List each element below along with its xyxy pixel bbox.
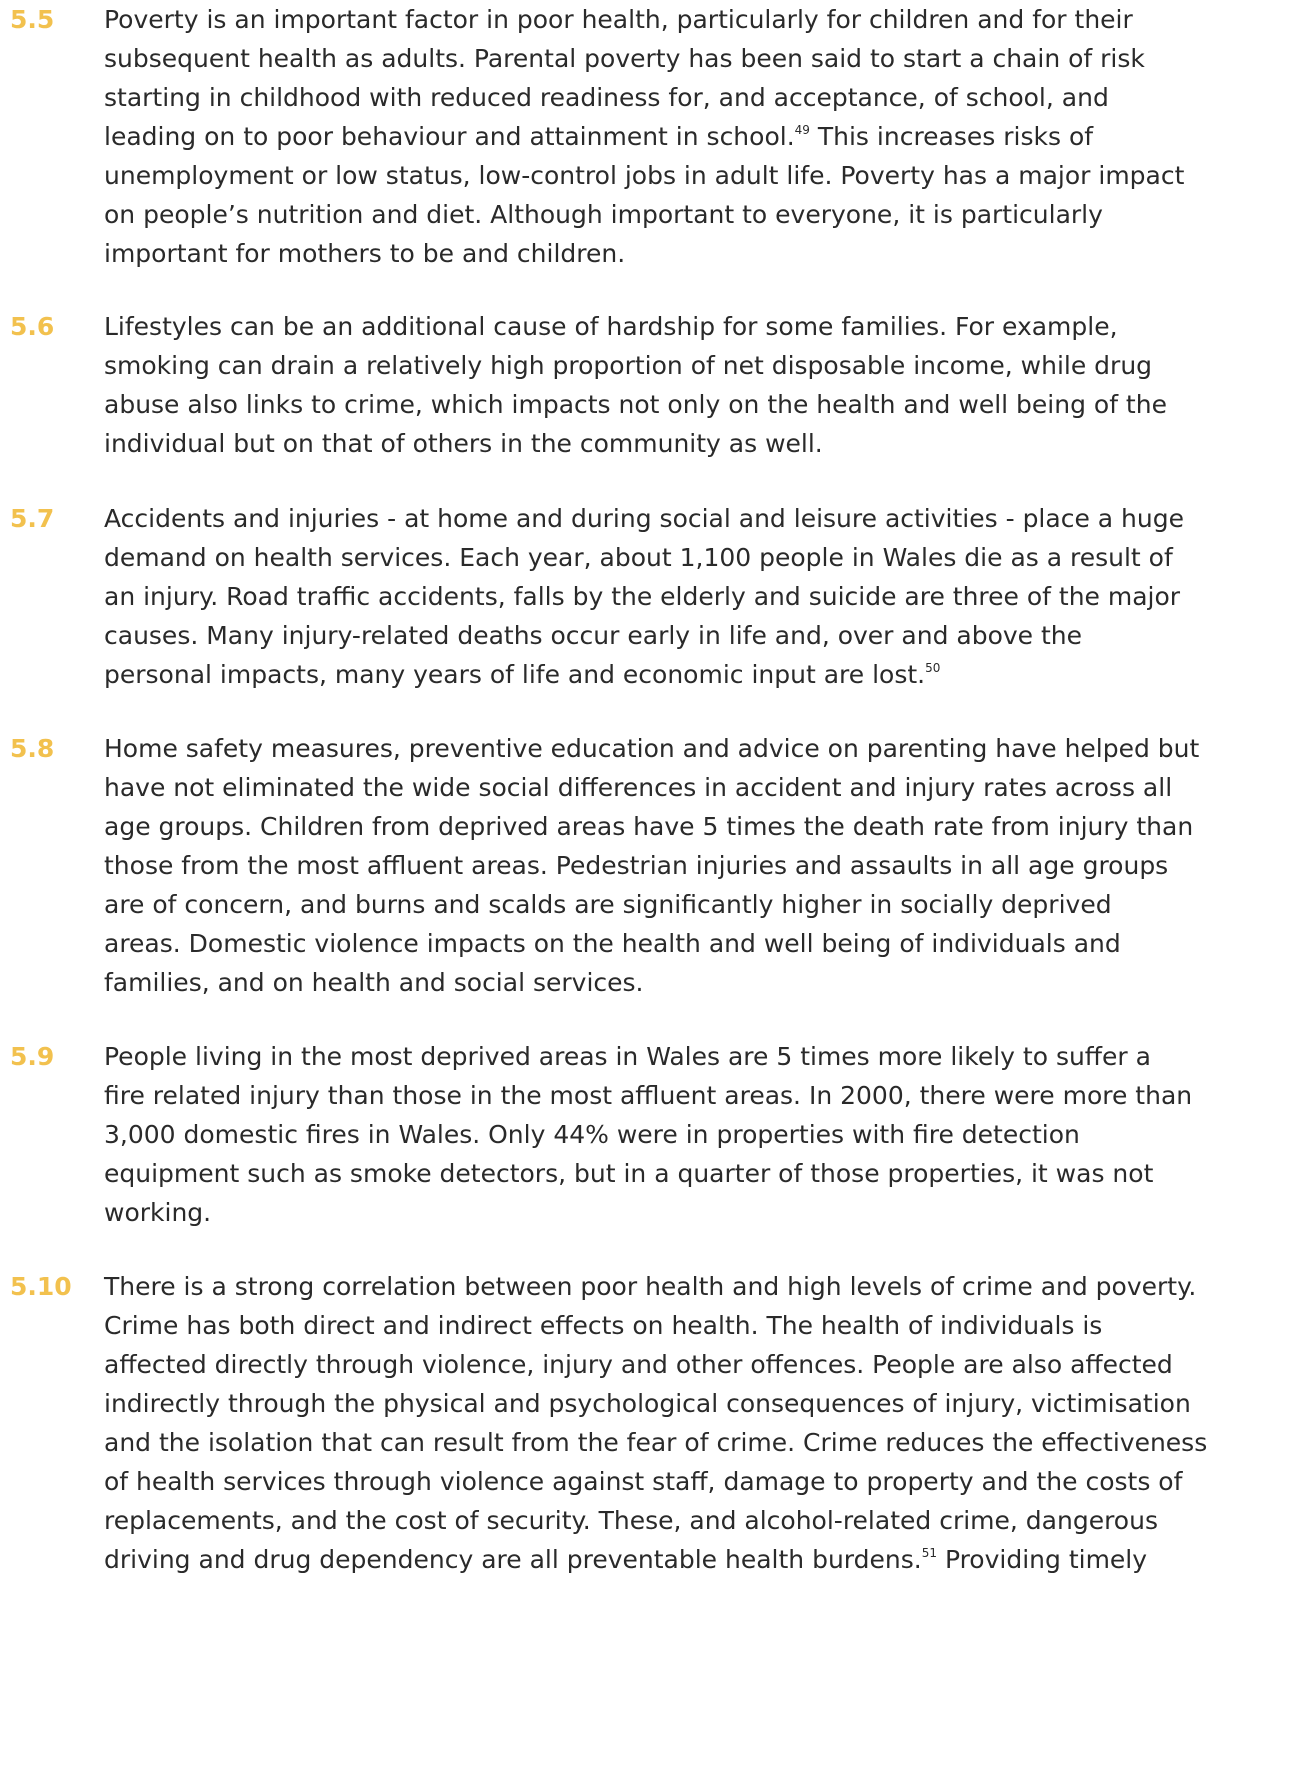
footnote-ref: 49 [794, 123, 810, 137]
text-line: subsequent health as adults. Parental poverty has been said to start a chain of risk [104, 44, 1145, 73]
paragraph-text [104, 729, 1294, 1002]
paragraph-text [104, 499, 1294, 694]
text-fragment: This increases risks of [809, 122, 1094, 151]
text-line: affected directly through violence, injury and other offences. People are also affected [104, 1350, 1173, 1379]
text-line: those from the most affluent areas. Pedestrian injuries and assaults in all age groups [104, 851, 1169, 880]
footnote-ref: 50 [925, 661, 941, 675]
text-line: families, and on health and social services. [104, 968, 644, 997]
text-line: and the isolation that can result from the fear of crime. Crime reduces the effectiveness [104, 1428, 1208, 1457]
text-line: equipment such as smoke detectors, but in a quarter of those properties, it was not [104, 1159, 1154, 1188]
text-line: starting in childhood with reduced readiness for, and acceptance, of school, and [104, 83, 1109, 112]
text-line: have not eliminated the wide social differences in accident and injury rates across all [104, 773, 1173, 802]
paragraph-number: 5.10 [10, 1272, 72, 1301]
paragraph-text [104, 0, 1294, 273]
text-line: People living in the most deprived areas in Wales are 5 times more likely to suffer a [104, 1042, 1151, 1071]
paragraph-text [104, 307, 1294, 463]
text-line: demand on health services. Each year, about 1,100 people in Wales die as a result of [104, 543, 1173, 572]
text-fragment: Providing timely [937, 1545, 1148, 1574]
text-line: important for mothers to be and children. [104, 239, 626, 268]
text-line: areas. Domestic violence impacts on the health and well being of individuals and [104, 929, 1121, 958]
text-line: of health services through violence against staff, damage to property and the costs of [104, 1467, 1183, 1496]
text-line: Crime has both direct and indirect effects on health. The health of individuals is [104, 1311, 1103, 1340]
paragraph-number: 5.9 [10, 1042, 55, 1071]
text-line: replacements, and the cost of security. These, and alcohol-related crime, dangerous [104, 1506, 1158, 1535]
text-line: age groups. Children from deprived areas have 5 times the death rate from injury than [104, 812, 1194, 841]
text-line: on people’s nutrition and diet. Although important to everyone, it is particularly [104, 200, 1103, 229]
text-fragment: personal impacts, many years of life and economic input are lost. [104, 660, 926, 689]
text-line: smoking can drain a relatively high proportion of net disposable income, while drug [104, 351, 1153, 380]
text-line: fire related injury than those in the most affluent areas. In 2000, there were more than [104, 1081, 1193, 1110]
text-line [104, 117, 1294, 156]
paragraph-text [104, 1037, 1294, 1232]
text-line [104, 1540, 1294, 1579]
paragraph-number: 5.6 [10, 312, 55, 341]
text-line: causes. Many injury-related deaths occur early in life and, over and above the [104, 621, 1083, 650]
text-line: abuse also links to crime, which impacts not only on the health and well being of the [104, 390, 1167, 419]
text-line: Accidents and injuries - at home and during social and leisure activities - place a huge [104, 504, 1184, 533]
text-line: Poverty is an important factor in poor health, particularly for children and for their [104, 5, 1133, 34]
text-line: unemployment or low status, low-control jobs in adult life. Poverty has a major impact [104, 161, 1185, 190]
text-line: working. [104, 1198, 212, 1227]
text-line: individual but on that of others in the community as well. [104, 429, 823, 458]
text-line: There is a strong correlation between poor health and high levels of crime and poverty. [104, 1272, 1197, 1301]
text-line: indirectly through the physical and psychological consequences of injury, victimisation [104, 1389, 1191, 1418]
text-fragment: driving and drug dependency are all preventable health burdens. [104, 1545, 922, 1574]
paragraph-number: 5.7 [10, 504, 55, 533]
footnote-ref: 51 [921, 1546, 937, 1560]
paragraph-text [104, 1267, 1294, 1579]
text-line: an injury. Road traffic accidents, falls by the elderly and suicide are three of the major [104, 582, 1181, 611]
text-line: Lifestyles can be an additional cause of hardship for some families. For example, [104, 312, 1118, 341]
paragraph-number: 5.5 [10, 5, 55, 34]
text-line: Home safety measures, preventive education and advice on parenting have helped but [104, 734, 1200, 763]
text-line [104, 655, 1294, 694]
text-line: are of concern, and burns and scalds are significantly higher in socially deprived [104, 890, 1112, 919]
text-line: 3,000 domestic fires in Wales. Only 44% were in properties with fire detection [104, 1120, 1080, 1149]
text-fragment: leading on to poor behaviour and attainment in school. [104, 122, 795, 151]
paragraph-number: 5.8 [10, 734, 55, 763]
